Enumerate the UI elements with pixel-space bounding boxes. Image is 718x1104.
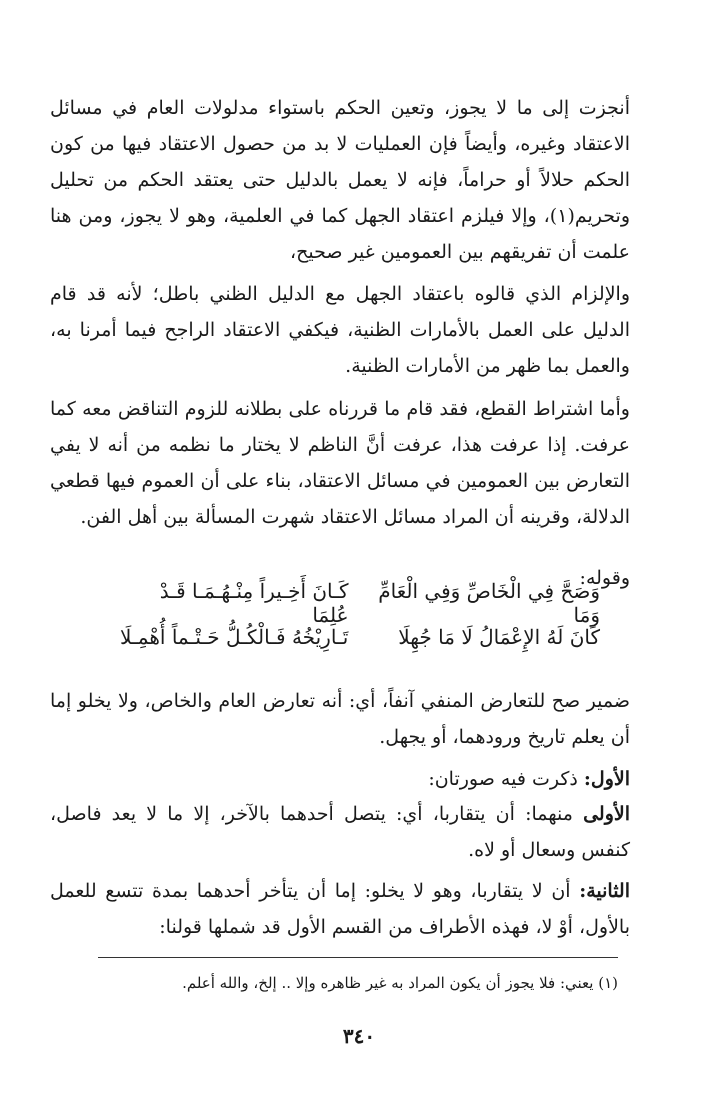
- paragraph-3: وأما اشتراط القطع، فقد قام ما قررناه على بطلانه للزوم التناقض معه كما عرفت. إذا عرفت هذا، عرفت أنَّ الناظم لا يختار ما نظمه من أنه لا يفي التعارض بين العمومين في مسائل الاعتقاد، بناء على أن العموم فيها قطعي الدلالة، وقرينه أن المراد مسائل الاعتقاد شهرت المسألة بين أهل الفن.: [50, 398, 630, 528]
- paragraph-2: والإلزام الذي قالوه باعتقاد الجهل مع الدليل الظني باطل؛ لأنه قد قام الدليل على العمل بالأمارات الظنية، فيكفي الاعتقاد الراجح فيما أمرنا به، والعمل بما ظهر من الأمارات الظنية.: [50, 283, 630, 377]
- lead-term-first-case: الأولى: [583, 803, 630, 825]
- lead-term-first: الأول:: [583, 768, 630, 790]
- verse-2-first-hemistich: كَانَ لَهُ الإِعْمَالُ لَا مَا جُهِلَا: [398, 625, 600, 649]
- verse-line-2: [120, 619, 600, 655]
- paragraph-8: [50, 873, 630, 945]
- verse-line-1: [120, 579, 600, 627]
- verse-2-second-hemistich: تَـارِيْخُهُ فَـالْكُـلُّ حَـتْـماً أُهْمِـلَا: [120, 625, 349, 649]
- verse-1-second-hemistich: كَـانَ أَخِـيراً مِنْـهُـمَـا قَـدْ عُلِمَا: [159, 579, 349, 627]
- paragraph-8-text: أن لا يتقاربا، وهو لا يخلو: إما أن يتأخر أحدهما بمدة تتسع للعمل بالأول، أوْ لا، فهذه الأطراف من القسم الأول قد شملها قولنا:: [50, 880, 630, 938]
- verse-1-first-hemistich: وَصَحَّ فِي الْخَاصِّ وَفِي الْعَامِّ وَمَا: [378, 579, 600, 627]
- page-number: ٣٤٠: [342, 1024, 376, 1048]
- paragraph-6-text: ذكرت فيه صورتان:: [428, 768, 578, 790]
- footnote-divider: [98, 957, 618, 958]
- verse-intro: وقوله:: [579, 567, 630, 589]
- paragraph-1: أنجزت إلى ما لا يجوز، وتعين الحكم باستواء مدلولات العام في مسائل الاعتقاد وغيره، وأيضاً فإن العمليات لا بد من حصول الاعتقاد فيها من كون الحكم حلالاً أو حراماً، فإنه لا يعمل بالدليل حتى يعتقد الحكم من تحليل وتحريم(١)، وإلا فيلزم اعتقاد الجهل كما في العلمية، وهو لا يجوز، ومن هنا علمت أن تفريقهم بين العمومين غير صحيح،: [50, 97, 630, 263]
- paragraph-7: [50, 796, 630, 868]
- paragraph-6: [50, 761, 630, 797]
- paragraph-7-text: منهما: أن يتقاربا، أي: يتصل أحدهما بالآخر، إلا ما لا يعد فاصل، كنفس وسعال أو لاه.: [50, 803, 630, 861]
- paragraph-5: ضمير صح للتعارض المنفي آنفاً، أي: أنه تعارض العام والخاص، ولا يخلو إما أن يعلم تاريخ ورودهما، أو يجهل.: [50, 690, 630, 748]
- lead-term-second-case: الثانية:: [579, 880, 630, 902]
- footnote: (١) يعني: فلا يجوز أن يكون المراد به غير ظاهره وإلا .. إلخ، والله أعلم.: [182, 974, 618, 992]
